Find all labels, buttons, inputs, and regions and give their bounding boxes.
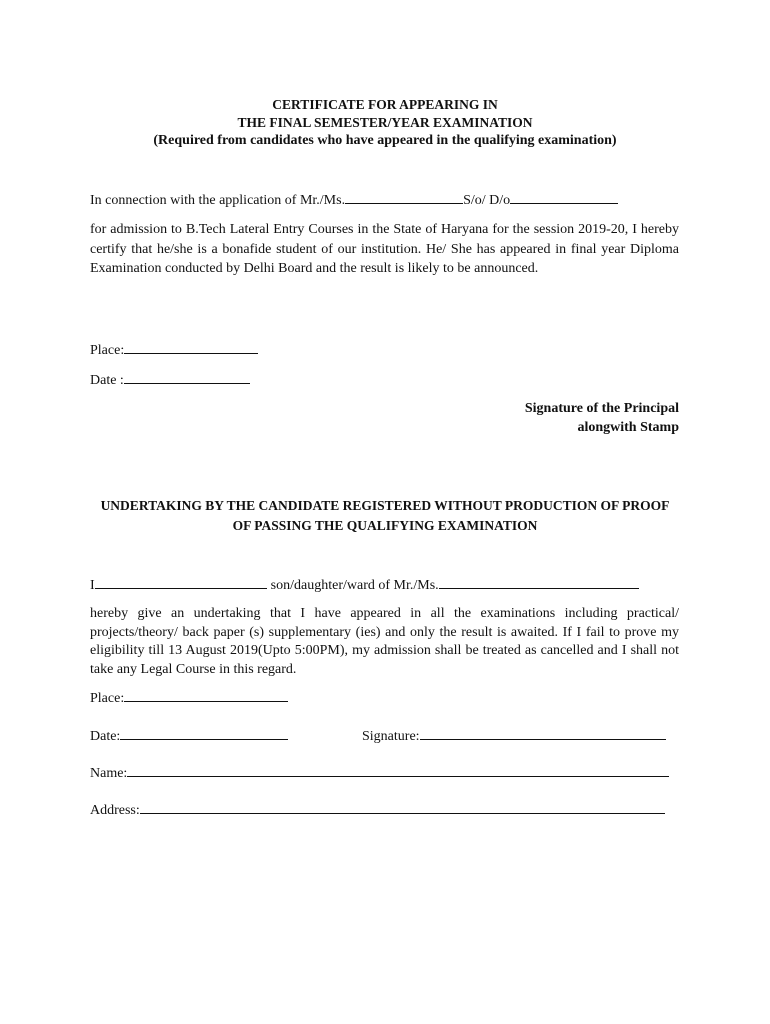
principal-signature-line1: Signature of the Principal (524, 401, 679, 416)
principal-signature-line2: alongwith Stamp (577, 420, 679, 435)
undertaking-date-row (90, 727, 288, 747)
certificate-title-line1: CERTIFICATE FOR APPEARING IN (272, 97, 498, 112)
undertaking-name-row (90, 764, 669, 784)
certificate-place-row (90, 341, 258, 361)
i-label: I (90, 578, 95, 593)
relation-label: S/o/ D/o (463, 193, 511, 208)
undertaking-signature-row (362, 727, 666, 747)
undertaking-name-label: Name: (90, 766, 128, 781)
connection-prefix: In connection with the application of Mr./Ms. (90, 193, 346, 208)
certificate-title-line2: THE FINAL SEMESTER/YEAR EXAMINATION (237, 115, 533, 130)
undertaking-body: hereby give an undertaking that I have appeared in all the examinations including practical/ projects/theory/ back paper (s) supplementary (ies) and only the result is awaited. If I fail to prove my eligibility till 13 August 2019(Upto 5:00PM), my admission shall be treated as cancelled and I shall not take any Legal Course in this regard. (90, 606, 679, 677)
ward-of-label: son/daughter/ward of Mr./Ms. (270, 578, 439, 593)
undertaking-date-label: Date: (90, 729, 121, 744)
guardian-name-field[interactable] (439, 576, 639, 589)
undertaking-place-field[interactable] (124, 689, 288, 702)
certificate-date-row (90, 371, 250, 391)
undertaking-address-label: Address: (90, 803, 140, 818)
undertaking-place-row (90, 689, 288, 709)
parent-name-field[interactable] (510, 191, 618, 204)
undertaking-signature-field[interactable] (420, 727, 666, 740)
undertaking-identity-line (90, 576, 690, 596)
certificate-subtitle: (Required from candidates who have appeared in the qualifying examination) (153, 133, 617, 148)
undertaking-title-line2: OF PASSING THE QUALIFYING EXAMINATION (232, 518, 538, 533)
certificate-body: for admission to B.Tech Lateral Entry Courses in the State of Haryana for the session 2019-20, I hereby certify that he/she is a bonafide student of our institution. He/ She has appeared in final year Diploma Examination conducted by Delhi Board and the result is likely to be announced. (90, 222, 679, 276)
certificate-place-field[interactable] (124, 341, 258, 354)
certificate-date-field[interactable] (124, 371, 250, 384)
candidate-name-field[interactable] (95, 576, 267, 589)
undertaking-address-row (90, 801, 665, 821)
undertaking-date-field[interactable] (120, 727, 288, 740)
date-label: Date : (90, 373, 124, 388)
applicant-name-field[interactable] (345, 191, 463, 204)
connection-line (90, 191, 690, 211)
undertaking-place-label: Place: (90, 691, 125, 706)
place-label: Place: (90, 343, 125, 358)
undertaking-signature-label: Signature: (362, 729, 420, 744)
undertaking-name-field[interactable] (127, 764, 669, 777)
undertaking-address-field[interactable] (140, 801, 665, 814)
undertaking-title-line1: UNDERTAKING BY THE CANDIDATE REGISTERED WITHOUT PRODUCTION OF PROOF (100, 498, 670, 513)
